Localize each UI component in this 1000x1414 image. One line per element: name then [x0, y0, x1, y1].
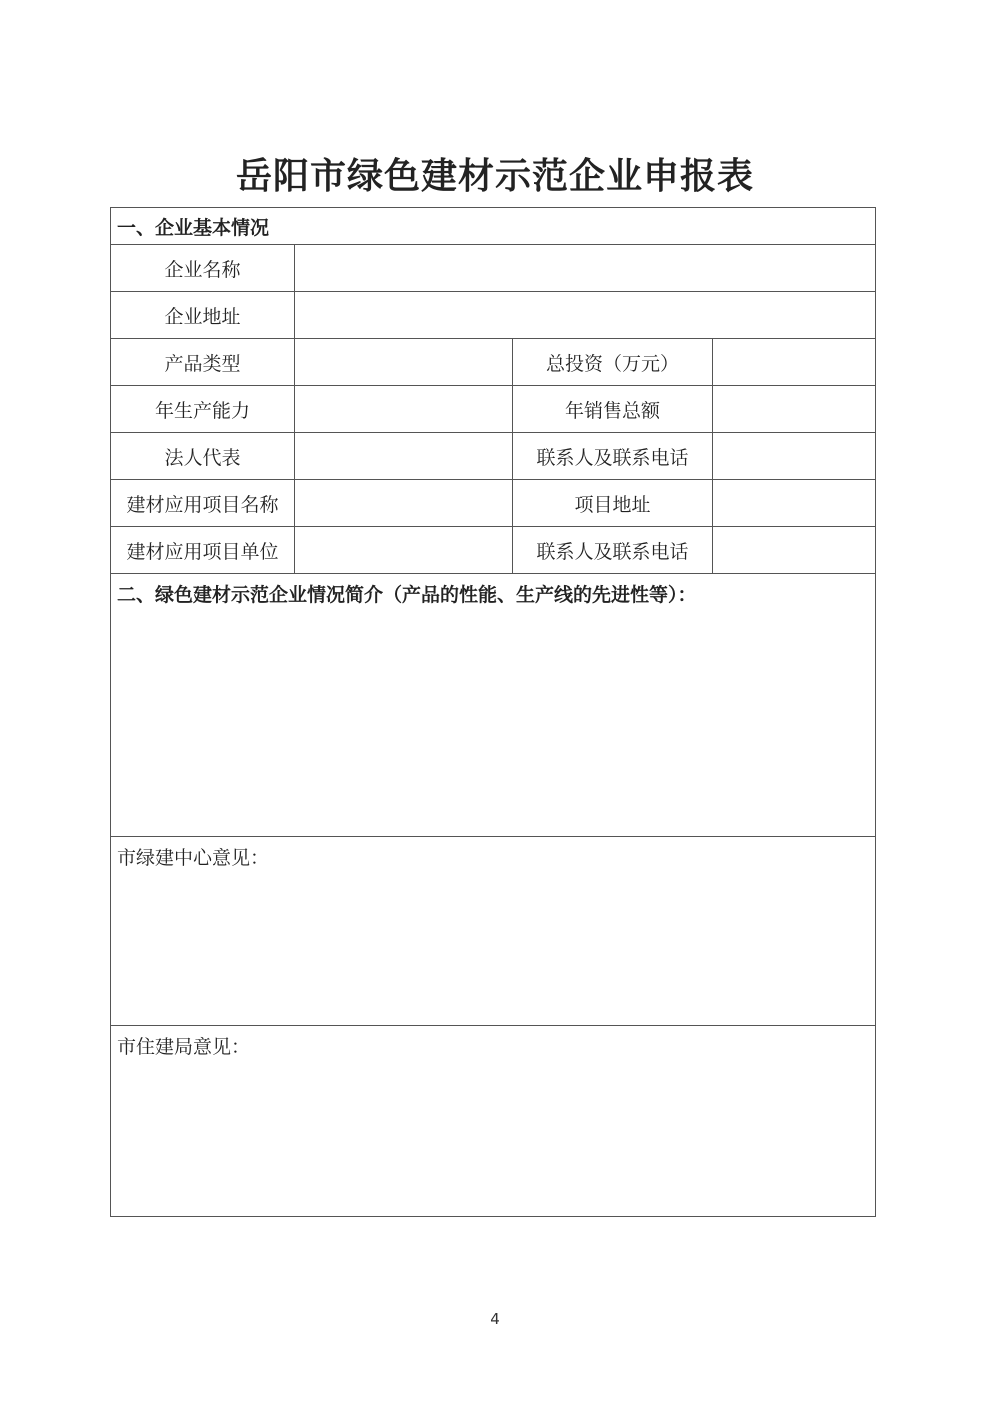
- project-unit-row: [111, 527, 876, 574]
- bureau-opinion-row: [111, 1026, 876, 1217]
- page-number: 4: [490, 1310, 500, 1328]
- project-address-field[interactable]: [713, 480, 876, 527]
- bureau-opinion-heading: 市住建局意见：: [117, 1036, 251, 1058]
- product-type-row: [111, 339, 876, 386]
- legal-rep-row: [111, 433, 876, 480]
- annual-sales-label: 年销售总额: [513, 386, 713, 433]
- total-investment-label: 总投资（万元）: [513, 339, 713, 386]
- annual-capacity-row: [111, 386, 876, 433]
- project-name-row: [111, 480, 876, 527]
- legal-rep-field[interactable]: [295, 433, 513, 480]
- product-type-label: 产品类型: [111, 339, 295, 386]
- contact2-field[interactable]: [713, 527, 876, 574]
- section2-row: [111, 574, 876, 837]
- contact2-label: 联系人及联系电话: [513, 527, 713, 574]
- section2-heading: 二、绿色建材示范企业情况简介（产品的性能、生产线的先进性等）：: [117, 584, 697, 606]
- bureau-opinion-cell[interactable]: [111, 1026, 876, 1217]
- project-name-field[interactable]: [295, 480, 513, 527]
- page-title: 岳阳市绿色建材示范企业申报表: [235, 155, 754, 197]
- project-unit-label: 建材应用项目单位: [111, 527, 295, 574]
- annual-sales-field[interactable]: [713, 386, 876, 433]
- annual-capacity-field[interactable]: [295, 386, 513, 433]
- center-opinion-heading: 市绿建中心意见：: [117, 847, 270, 869]
- total-investment-field[interactable]: [713, 339, 876, 386]
- center-opinion-cell[interactable]: [111, 837, 876, 1026]
- project-address-label: 项目地址: [513, 480, 713, 527]
- company-name-field[interactable]: [295, 245, 876, 292]
- company-address-row: [111, 292, 876, 339]
- product-type-field[interactable]: [295, 339, 513, 386]
- section1-heading-row: [111, 208, 876, 245]
- company-address-field[interactable]: [295, 292, 876, 339]
- section2-cell[interactable]: [111, 574, 876, 837]
- center-opinion-row: [111, 837, 876, 1026]
- project-unit-field[interactable]: [295, 527, 513, 574]
- application-form-table: [110, 207, 876, 1217]
- contact1-label: 联系人及联系电话: [513, 433, 713, 480]
- contact1-field[interactable]: [713, 433, 876, 480]
- company-address-label: 企业地址: [111, 292, 295, 339]
- annual-capacity-label: 年生产能力: [111, 386, 295, 433]
- legal-rep-label: 法人代表: [111, 433, 295, 480]
- project-name-label: 建材应用项目名称: [111, 480, 295, 527]
- company-name-label: 企业名称: [111, 245, 295, 292]
- company-name-row: [111, 245, 876, 292]
- section1-heading: 一、企业基本情况: [111, 208, 876, 245]
